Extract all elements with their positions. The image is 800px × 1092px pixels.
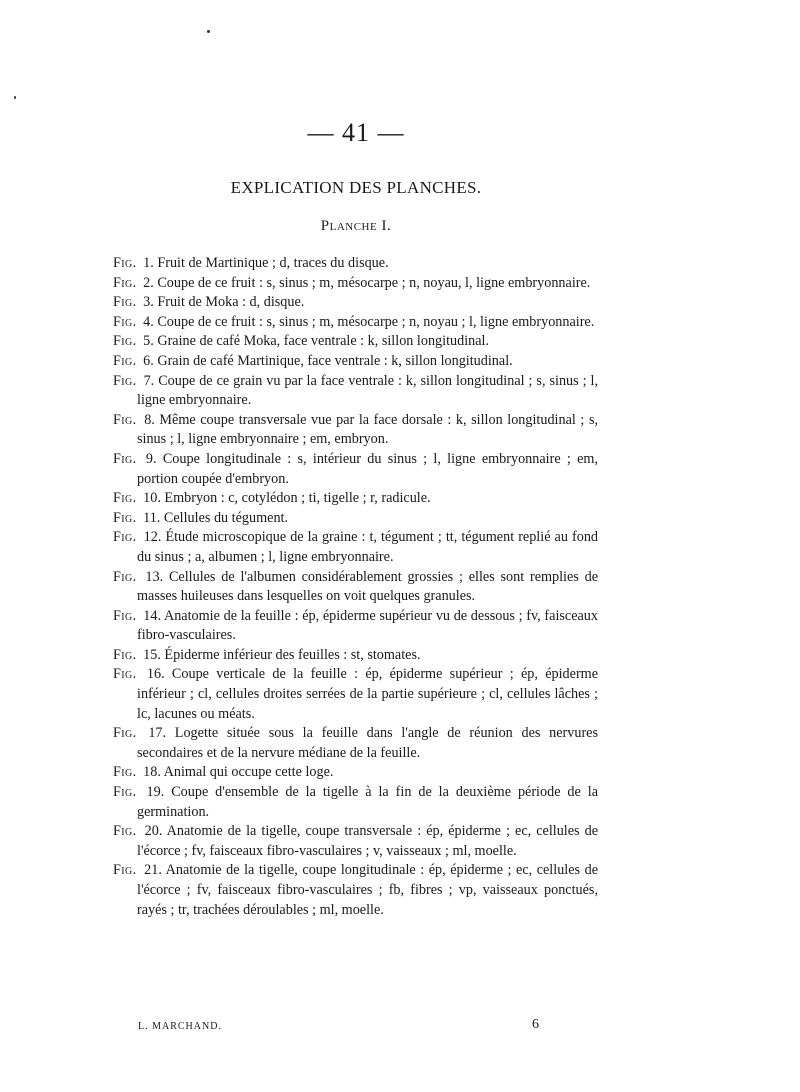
figure-entry [113, 568, 598, 607]
figure-entry [113, 665, 598, 724]
figure-number: 1. [143, 255, 154, 271]
figure-caption: Coupe verticale de la feuille : ép, épiderme supérieur ; ép, épiderme inférieur ; cl, cellules droites serrées de la partie supérieure ; cl, cellules lâches ; lc, lacunes ou méats. [137, 666, 598, 722]
figure-caption: Coupe longitudinale : s, intérieur du sinus ; l, ligne embryonnaire ; em, portion coupée d'embryon. [137, 450, 599, 487]
figure-number: 7. [143, 372, 155, 389]
figure-caption: Fruit de Moka : d, disque. [157, 294, 305, 311]
figure-number: 15. [143, 646, 161, 663]
figure-caption: Animal qui occupe cette loge. [163, 764, 334, 781]
figure-entry [113, 724, 598, 763]
figure-entry [113, 450, 598, 489]
figure-label: Fig. [113, 274, 137, 291]
figure-caption: Anatomie de la feuille : ép, épiderme supérieur vu de dessous ; fv, faisceaux fibro-vasculaires. [137, 607, 598, 644]
figure-label: Fig. [113, 313, 137, 330]
figure-label: Fig. [113, 294, 137, 311]
figure-number: 17. [148, 725, 167, 742]
section-title: EXPLICATION DES PLANCHES. [230, 178, 482, 197]
figure-entry [113, 783, 598, 822]
figure-entry [113, 763, 598, 783]
figure-caption: Anatomie de la tigelle, coupe longitudinale : ép, épiderme ; ec, cellules de l'écorce ; fv, faisceaux fibro-vasculaires ; fb, fibres ; vp, vaisseaux ponctués, rayés ; tr, trachées déroulables ; ml, moelle. [137, 862, 598, 918]
figure-caption: Fruit de Martinique ; d, traces du disque. [157, 255, 389, 271]
figure-entry [113, 332, 598, 352]
figure-entry [113, 372, 598, 411]
figure-label: Fig. [113, 333, 137, 350]
figure-entry [113, 822, 598, 861]
paper-speck [14, 96, 16, 99]
figure-entry [113, 528, 598, 567]
figure-number: 10. [143, 490, 161, 507]
figure-label: Fig. [113, 725, 137, 742]
figure-number: 11. [143, 509, 161, 526]
figure-number: 5. [143, 333, 154, 350]
figure-caption: Cellules de l'albumen considérablement grossies ; elles sont remplies de masses huileuses dans lesquelles on voit quelques granules. [137, 568, 599, 605]
figure-number: 14. [143, 607, 162, 624]
page-number: — 41 — [307, 118, 405, 147]
figure-caption: Épiderme inférieur des feuilles : st, stomates. [164, 646, 421, 663]
paper-speck [207, 30, 210, 33]
figure-caption: Coupe de ce fruit : s, sinus ; m, mésocarpe ; n, noyau, l, ligne embryonnaire. [157, 274, 591, 291]
figure-number: 16. [146, 666, 165, 683]
figure-caption: Même coupe transversale vue par la face dorsale : k, sillon longitudinal ; s, sinus ; l, ligne embryonnaire ; em, embryon. [137, 411, 599, 448]
figure-entry [113, 293, 598, 313]
figure-number: 13. [145, 568, 164, 585]
figure-label: Fig. [113, 509, 137, 526]
figure-number: 8. [144, 411, 155, 428]
figure-entry [113, 509, 598, 529]
figure-entry [113, 607, 598, 646]
figure-number: 21. [144, 862, 162, 879]
figure-label: Fig. [113, 568, 137, 585]
figure-caption: Coupe de ce grain vu par la face ventrale : k, sillon longitudinal ; s, sinus ; l, ligne embryonnaire. [137, 372, 599, 409]
figure-entry [113, 489, 598, 509]
figure-label: Fig. [113, 372, 137, 389]
figure-entry [113, 254, 598, 274]
figure-number: 2. [143, 274, 154, 291]
figure-label: Fig. [113, 255, 137, 271]
figure-label: Fig. [113, 823, 137, 840]
figure-entry [113, 313, 598, 333]
footer-author: L. MARCHAND. [138, 1021, 222, 1032]
figure-caption: Grain de café Martinique, face ventrale : k, sillon longitudinal. [157, 352, 513, 369]
figure-list [113, 254, 598, 920]
figure-label: Fig. [113, 490, 137, 507]
figure-number: 12. [143, 529, 162, 546]
figure-number: 19. [146, 784, 165, 801]
figure-caption: Cellules du tégument. [163, 509, 289, 526]
figure-number: 3. [143, 294, 154, 311]
figure-label: Fig. [113, 450, 137, 467]
figure-entry [113, 861, 598, 920]
figure-caption: Étude microscopique de la graine : t, tégument ; tt, tégument replié au fond du sinus ; a, albumen ; l, ligne embryonnaire. [137, 529, 599, 565]
figure-number: 9. [145, 450, 157, 467]
figure-label: Fig. [113, 411, 137, 428]
footer-signature-mark: 6 [532, 1017, 539, 1032]
figure-label: Fig. [113, 352, 137, 369]
figure-entry [113, 646, 598, 666]
figure-entry [113, 411, 598, 450]
figure-number: 20. [144, 823, 163, 840]
figure-caption: Coupe d'ensemble de la tigelle à la fin de la deuxième période de la germination. [137, 784, 598, 820]
figure-label: Fig. [113, 529, 137, 546]
figure-label: Fig. [113, 607, 137, 624]
figure-number: 4. [143, 313, 154, 330]
figure-label: Fig. [113, 646, 137, 663]
figure-caption: Graine de café Moka, face ventrale : k, sillon longitudinal. [157, 333, 490, 350]
figure-label: Fig. [113, 784, 137, 801]
figure-label: Fig. [113, 764, 137, 781]
figure-number: 6. [143, 352, 154, 369]
figure-caption: Coupe de ce fruit : s, sinus ; m, mésocarpe ; n, noyau ; l, ligne embryonnaire. [157, 313, 595, 330]
plate-title: Planche I. [320, 218, 392, 234]
figure-caption: Anatomie de la tigelle, coupe transversale : ép, épiderme ; ec, cellules de l'écorce ; fv, faisceaux fibro-vasculaires ; v, vaisseaux ; ml, moelle. [137, 823, 599, 859]
figure-label: Fig. [113, 666, 137, 683]
figure-entry [113, 352, 598, 372]
figure-entry [113, 274, 598, 294]
figure-caption: Logette située sous la feuille dans l'angle de réunion des nervures secondaires et de la nervure médiane de la feuille. [137, 725, 598, 761]
figure-label: Fig. [113, 862, 137, 879]
figure-number: 18. [143, 764, 161, 781]
figure-caption: Embryon : c, cotylédon ; ti, tigelle ; r, radicule. [164, 490, 431, 507]
